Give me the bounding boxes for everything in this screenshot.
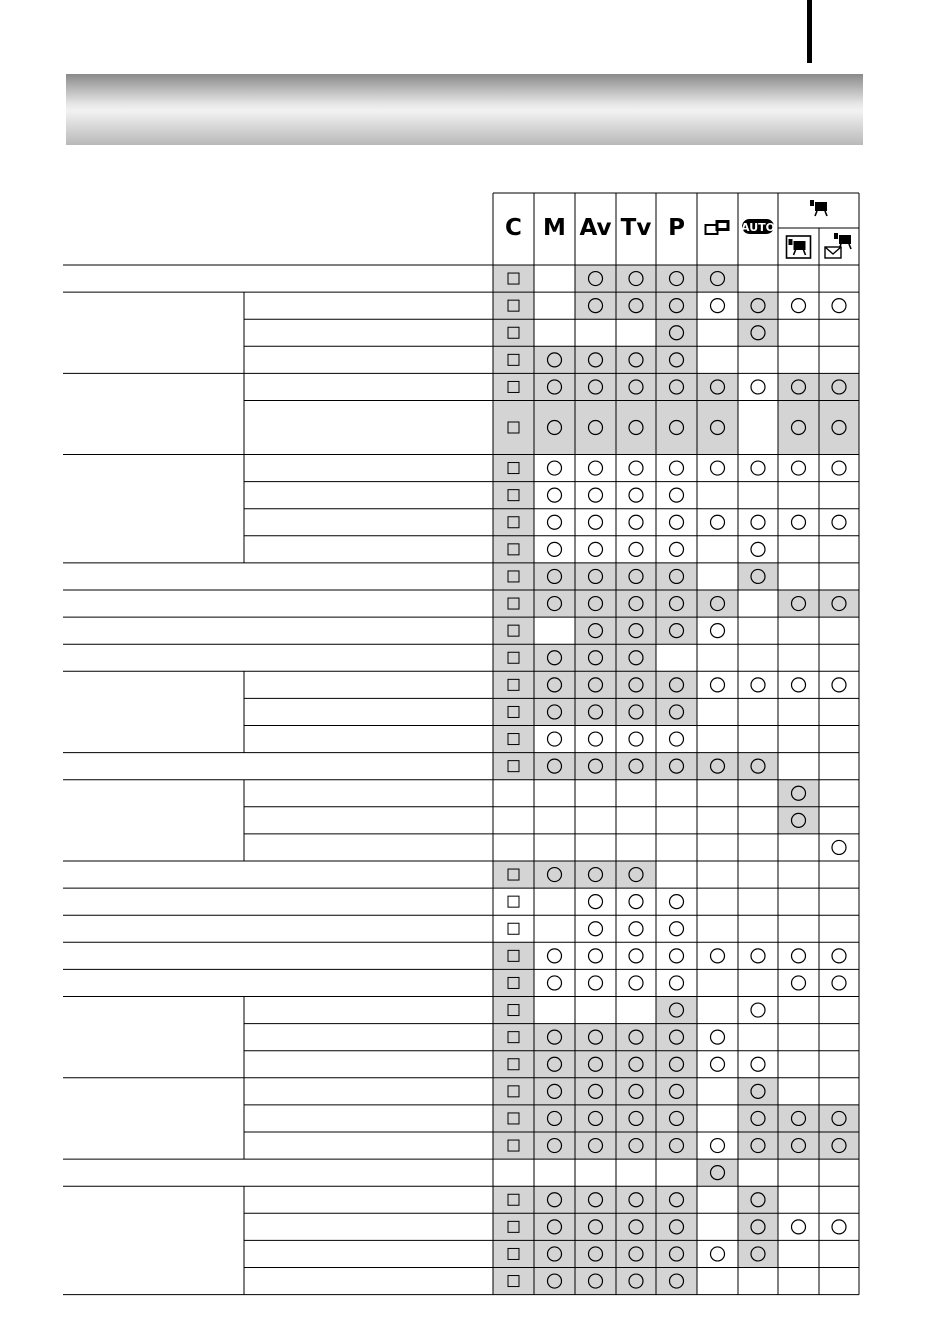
shaded-cell xyxy=(656,698,697,725)
mode-m-label: M xyxy=(543,215,566,241)
available-circle-mark xyxy=(629,515,643,529)
available-circle-mark xyxy=(832,515,846,529)
available-circle-mark xyxy=(751,461,765,475)
shaded-cell xyxy=(656,1213,697,1240)
shaded-cell xyxy=(738,319,778,346)
available-circle-mark xyxy=(832,976,846,990)
shaded-cell xyxy=(778,780,819,807)
available-circle-mark xyxy=(670,515,684,529)
shaded-cell xyxy=(738,1132,778,1159)
shaded-cell xyxy=(575,671,616,698)
shaded-cell xyxy=(493,942,534,969)
available-circle-mark xyxy=(548,732,562,746)
shaded-cell xyxy=(534,346,575,373)
movie-standard-icon xyxy=(789,239,793,245)
shaded-cell xyxy=(616,1078,656,1105)
shaded-cell xyxy=(697,265,738,292)
available-circle-mark xyxy=(629,461,643,475)
shaded-cell xyxy=(534,1240,575,1267)
shaded-cell xyxy=(656,997,697,1024)
shaded-cell xyxy=(534,1051,575,1078)
available-circle-mark xyxy=(832,461,846,475)
shaded-cell xyxy=(616,1213,656,1240)
available-circle-mark xyxy=(751,542,765,556)
shaded-cell xyxy=(534,590,575,617)
shaded-cell xyxy=(575,753,616,780)
available-circle-mark xyxy=(629,895,643,909)
available-circle-mark xyxy=(589,732,603,746)
shaded-cell xyxy=(738,753,778,780)
shaded-cell xyxy=(575,861,616,888)
shaded-cell xyxy=(616,861,656,888)
shaded-cell xyxy=(534,1078,575,1105)
shaded-cell xyxy=(616,563,656,590)
shaded-cell xyxy=(534,1024,575,1051)
shaded-cell xyxy=(778,373,819,400)
available-circle-mark xyxy=(751,1003,765,1017)
stitch-assist-icon xyxy=(719,223,727,228)
shaded-cell xyxy=(493,617,534,644)
shaded-cell xyxy=(656,1024,697,1051)
shaded-cell xyxy=(656,1240,697,1267)
available-circle-mark xyxy=(589,461,603,475)
available-circle-mark xyxy=(548,949,562,963)
shaded-cell xyxy=(575,1105,616,1132)
shaded-cell xyxy=(493,861,534,888)
available-circle-mark xyxy=(711,461,725,475)
shaded-cell xyxy=(616,698,656,725)
shaded-cell xyxy=(493,563,534,590)
shaded-cell xyxy=(738,1105,778,1132)
shaded-cell xyxy=(616,1024,656,1051)
shaded-cell xyxy=(656,1078,697,1105)
available-circle-mark xyxy=(711,1139,725,1153)
movie-icon xyxy=(815,211,817,216)
available-circle-mark xyxy=(670,976,684,990)
shaded-cell xyxy=(575,563,616,590)
available-circle-mark xyxy=(589,949,603,963)
available-circle-mark xyxy=(589,515,603,529)
available-circle-mark xyxy=(832,678,846,692)
mode-c-label: C xyxy=(505,215,522,241)
shaded-cell xyxy=(493,1268,534,1295)
shaded-cell xyxy=(738,1240,778,1267)
shaded-cell xyxy=(534,671,575,698)
shaded-cell xyxy=(493,644,534,671)
shaded-cell xyxy=(738,563,778,590)
shaded-cell xyxy=(656,401,697,455)
shaded-cell xyxy=(616,265,656,292)
available-circle-mark xyxy=(792,1220,806,1234)
shaded-cell xyxy=(819,373,859,400)
available-circle-mark xyxy=(711,1247,725,1261)
available-circle-mark xyxy=(670,488,684,502)
mode-tv-label: Tv xyxy=(620,215,652,241)
shaded-cell xyxy=(493,265,534,292)
shaded-cell xyxy=(493,726,534,753)
shaded-cell xyxy=(575,373,616,400)
shaded-cell xyxy=(575,1078,616,1105)
shaded-cell xyxy=(616,753,656,780)
shaded-cell xyxy=(616,1268,656,1295)
shaded-cell xyxy=(616,346,656,373)
shaded-cell xyxy=(575,1051,616,1078)
shaded-cell xyxy=(493,1078,534,1105)
shaded-cell xyxy=(616,292,656,319)
shaded-cell xyxy=(493,969,534,996)
available-circle-mark xyxy=(751,515,765,529)
shaded-cell xyxy=(656,319,697,346)
shaded-cell xyxy=(616,671,656,698)
shaded-cell xyxy=(778,1132,819,1159)
available-circle-mark xyxy=(589,488,603,502)
shaded-cell xyxy=(656,563,697,590)
shaded-cell xyxy=(575,644,616,671)
available-circle-mark xyxy=(670,461,684,475)
shaded-cell xyxy=(493,1186,534,1213)
shaded-cell xyxy=(575,617,616,644)
shaded-cell xyxy=(616,373,656,400)
available-circle-mark xyxy=(751,678,765,692)
shaded-cell xyxy=(575,265,616,292)
movie-email-icon xyxy=(839,235,851,244)
shaded-cell xyxy=(738,1186,778,1213)
movie-email-icon xyxy=(834,233,838,239)
mode-p-label: P xyxy=(668,215,685,241)
available-circle-mark xyxy=(711,1030,725,1044)
shaded-cell xyxy=(493,1213,534,1240)
shaded-cell xyxy=(493,671,534,698)
available-circle-mark xyxy=(670,732,684,746)
shaded-cell xyxy=(493,753,534,780)
shaded-cell xyxy=(493,536,534,563)
available-circle-mark xyxy=(670,922,684,936)
shaded-cell xyxy=(656,346,697,373)
shaded-cell xyxy=(616,644,656,671)
shaded-cell xyxy=(616,1051,656,1078)
shaded-cell xyxy=(493,1240,534,1267)
shaded-cell xyxy=(534,1186,575,1213)
available-circle-mark xyxy=(711,678,725,692)
shaded-cell xyxy=(697,1159,738,1186)
shaded-cell xyxy=(656,1105,697,1132)
shaded-cell xyxy=(656,1051,697,1078)
available-circle-mark xyxy=(792,976,806,990)
available-circle-mark xyxy=(792,515,806,529)
shaded-cell xyxy=(534,373,575,400)
shaded-cell xyxy=(534,1268,575,1295)
shaded-cell xyxy=(575,346,616,373)
shaded-cell xyxy=(493,401,534,455)
available-circle-mark xyxy=(792,678,806,692)
available-circle-mark xyxy=(548,542,562,556)
shaded-cell xyxy=(656,671,697,698)
available-circle-mark xyxy=(548,461,562,475)
available-circle-mark xyxy=(670,895,684,909)
shaded-cell xyxy=(656,1186,697,1213)
shaded-cell xyxy=(616,1105,656,1132)
shaded-cell xyxy=(575,1132,616,1159)
shaded-cell xyxy=(656,617,697,644)
shaded-cell xyxy=(493,346,534,373)
shaded-cell xyxy=(616,1132,656,1159)
shaded-cell xyxy=(819,1132,859,1159)
shaded-cell xyxy=(493,590,534,617)
shaded-cell xyxy=(534,401,575,455)
shaded-cell xyxy=(493,997,534,1024)
movie-icon xyxy=(815,202,827,211)
shaded-cell xyxy=(575,1186,616,1213)
available-circle-mark xyxy=(792,299,806,313)
shaded-cell xyxy=(819,1105,859,1132)
shaded-cell xyxy=(697,753,738,780)
shaded-cell xyxy=(616,1186,656,1213)
available-circle-mark xyxy=(589,922,603,936)
available-circle-mark xyxy=(711,299,725,313)
shaded-cell xyxy=(534,1105,575,1132)
shaded-cell xyxy=(534,644,575,671)
shaded-cell xyxy=(493,1051,534,1078)
shaded-cell xyxy=(534,861,575,888)
available-circle-mark xyxy=(792,461,806,475)
c-mode-square-mark xyxy=(508,923,519,934)
shaded-cell xyxy=(738,1213,778,1240)
available-circle-mark xyxy=(548,515,562,529)
shaded-cell xyxy=(656,265,697,292)
shaded-cell xyxy=(493,292,534,319)
movie-icon xyxy=(825,211,827,216)
shaded-cell xyxy=(697,373,738,400)
shaded-cell xyxy=(697,590,738,617)
available-circle-mark xyxy=(670,949,684,963)
available-circle-mark xyxy=(670,542,684,556)
shaded-cell xyxy=(575,1024,616,1051)
movie-icon xyxy=(810,200,814,206)
shaded-cell xyxy=(738,292,778,319)
shaded-cell xyxy=(534,1132,575,1159)
available-circle-mark xyxy=(832,949,846,963)
available-circle-mark xyxy=(629,949,643,963)
movie-standard-icon xyxy=(794,241,806,250)
available-circle-mark xyxy=(629,488,643,502)
available-circle-mark xyxy=(711,515,725,529)
shaded-cell xyxy=(656,292,697,319)
shaded-cell xyxy=(575,1240,616,1267)
shaded-cell xyxy=(575,1268,616,1295)
available-circle-mark xyxy=(629,542,643,556)
shaded-cell xyxy=(534,753,575,780)
shaded-cell xyxy=(575,698,616,725)
shaded-cell xyxy=(493,1024,534,1051)
shaded-cell xyxy=(575,1213,616,1240)
shaded-cell xyxy=(778,1105,819,1132)
available-circle-mark xyxy=(711,949,725,963)
mode-av-label: Av xyxy=(579,215,612,241)
shaded-cell xyxy=(493,509,534,536)
shaded-cell xyxy=(616,617,656,644)
shaded-cell xyxy=(616,590,656,617)
shaded-cell xyxy=(697,401,738,455)
shaded-cell xyxy=(493,698,534,725)
shaded-cell xyxy=(493,455,534,482)
shaded-cell xyxy=(778,590,819,617)
shaded-cell xyxy=(493,373,534,400)
available-circle-mark xyxy=(589,542,603,556)
movie-email-icon xyxy=(849,244,851,249)
shaded-cell xyxy=(616,1240,656,1267)
shaded-cell xyxy=(778,807,819,834)
shaded-cell xyxy=(493,482,534,509)
shaded-cell xyxy=(575,590,616,617)
shaded-cell xyxy=(656,1132,697,1159)
available-circle-mark xyxy=(792,949,806,963)
shaded-cell xyxy=(819,401,859,455)
available-circle-mark xyxy=(548,976,562,990)
shaded-cell xyxy=(738,1078,778,1105)
shaded-cell xyxy=(778,401,819,455)
available-circle-mark xyxy=(589,895,603,909)
auto-mode-label: AUTO xyxy=(741,221,775,234)
shaded-cell xyxy=(534,698,575,725)
available-circle-mark xyxy=(832,1220,846,1234)
available-circle-mark xyxy=(751,949,765,963)
shaded-cell xyxy=(493,1132,534,1159)
available-circle-mark xyxy=(832,840,846,854)
available-circle-mark xyxy=(548,488,562,502)
available-circle-mark xyxy=(751,1057,765,1071)
shaded-cell xyxy=(493,1105,534,1132)
shaded-cell xyxy=(656,373,697,400)
shaded-cell xyxy=(534,1213,575,1240)
available-circle-mark xyxy=(589,976,603,990)
shaded-cell xyxy=(656,1268,697,1295)
c-mode-square-mark xyxy=(508,896,519,907)
available-circle-mark xyxy=(629,922,643,936)
available-circle-mark xyxy=(629,976,643,990)
shaded-cell xyxy=(575,292,616,319)
shaded-cell xyxy=(656,590,697,617)
shaded-cell xyxy=(493,319,534,346)
available-circle-mark xyxy=(832,299,846,313)
available-circle-mark xyxy=(711,624,725,638)
shaded-cell xyxy=(534,563,575,590)
shaded-cell xyxy=(656,753,697,780)
available-circle-mark xyxy=(751,380,765,394)
shaded-cell xyxy=(819,590,859,617)
shaded-cell xyxy=(575,401,616,455)
shaded-cell xyxy=(616,401,656,455)
available-circle-mark xyxy=(629,732,643,746)
available-circle-mark xyxy=(711,1057,725,1071)
